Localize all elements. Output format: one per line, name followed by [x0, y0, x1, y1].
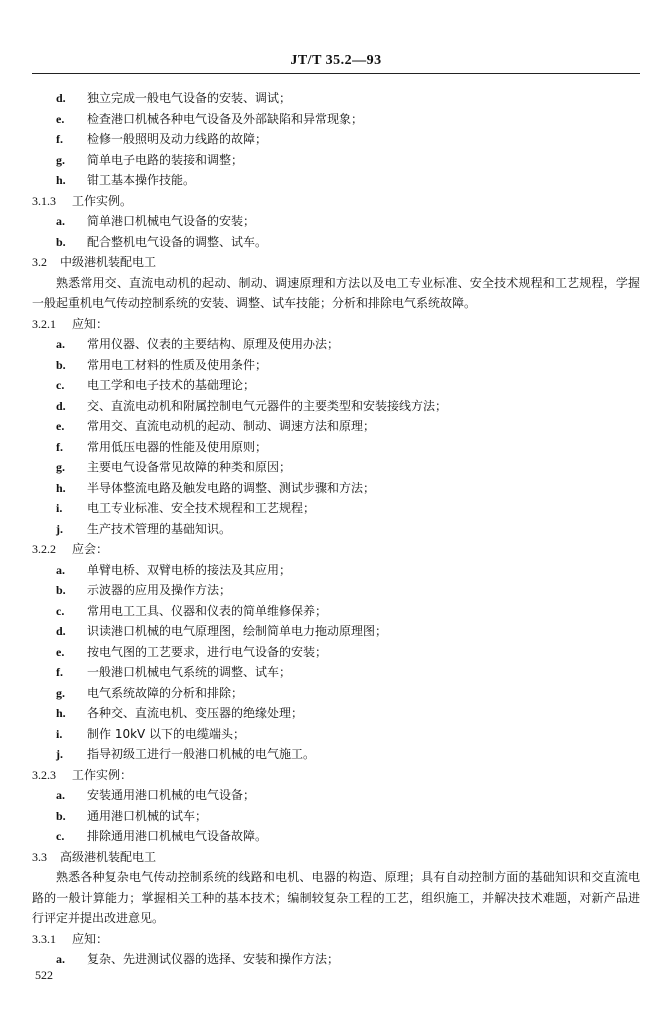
list-item: a. 单臂电桥、双臂电桥的接法及其应用； — [56, 562, 292, 577]
list-item: b. 示波器的应用及操作方法； — [56, 583, 232, 597]
list-item: e. 按电气图的工艺要求，进行电气设备的安装； — [56, 644, 328, 659]
list-item: b. 常用电工材料的性质及使用条件； — [56, 357, 268, 372]
list-item: i. 制作 10kV 以下的电缆端头； — [56, 726, 246, 741]
list-item: h. 半导体整流电路及触发电路的调整、测试步骤和方法； — [56, 480, 376, 495]
list-item: h. 各种交、直流电机、变压器的绝缘处理； — [56, 706, 304, 720]
list-item: d. 识读港口机械的电气原理图，绘制简单电力拖动原理图； — [56, 624, 388, 638]
list-item: g. 电气系统故障的分析和排除； — [56, 685, 244, 700]
list-item: b. 配合整机电气设备的调整、试车。 — [56, 234, 268, 249]
list-item: d. 独立完成一般电气设备的安装、调试； — [56, 91, 292, 105]
list-item: j. 指导初级工进行一般港口机械的电气施工。 — [56, 747, 316, 761]
list-item: j. 生产技术管理的基础知识。 — [56, 521, 232, 536]
section-3-3-paragraph: 熟悉各种复杂电气传动控制系统的线路和电机、电器的构造、原理；具有自动控制方面的基础知识和交直流电路的一般计算能力；掌握相关工种的基本技术；编制较复杂工程的工艺，组织施工，并解决技术难题，对新产品进行评定并提出改进意见。 — [32, 870, 640, 925]
list-item: g. 简单电子电路的装接和调整； — [56, 152, 244, 167]
section-heading-3-2-2: 3.2.2 应会： — [32, 542, 109, 556]
section-heading-3-2-3: 3.2.3 工作实例： — [32, 767, 133, 782]
list-item: e. 检查港口机械各种电气设备及外部缺陷和异常现象； — [56, 111, 364, 126]
list-item: h. 钳工基本操作技能。 — [56, 173, 196, 187]
section-heading-3-2-1: 3.2.1 应知： — [32, 316, 109, 331]
section-heading-3-3: 3.3 高级港机装配电工 — [32, 849, 157, 864]
list-item: f. 检修一般照明及动力线路的故障； — [56, 132, 268, 146]
section-heading-3-2: 3.2 中级港机装配电工 — [32, 255, 157, 269]
list-item: b. 通用港口机械的试车； — [56, 808, 208, 823]
list-item: g. 主要电气设备常见故障的种类和原因； — [56, 460, 292, 474]
list-item: f. 常用低压电器的性能及使用原则； — [56, 439, 268, 454]
header-rule — [32, 73, 640, 74]
list-item: f. 一般港口机械电气系统的调整、试车； — [56, 665, 292, 679]
section-heading-3-1-3: 3.1.3 工作实例。 — [32, 193, 133, 208]
document-code-header: JT/T 35.2—93 — [290, 53, 382, 68]
list-item: a. 安装通用港口机械的电气设备； — [56, 788, 256, 802]
list-item: a. 简单港口机械电气设备的安装； — [56, 214, 256, 228]
page-number: 522 — [35, 968, 53, 982]
list-item: i. 电工专业标准、安全技术规程和工艺规程； — [56, 501, 316, 515]
list-item: d. 交、直流电动机和附属控制电气元器件的主要类型和安装接线方法； — [56, 398, 448, 413]
list-item: e. 常用交、直流电动机的起动、制动、调速方法和原理； — [56, 419, 376, 433]
section-3-2-paragraph: 熟悉常用交、直流电动机的起动、制动、调速原理和方法以及电工专业标准、安全技术规程和工艺规程，学握一般起重机电气传动控制系统的安装、调整、试车技能；分析和排除电气系统故障。 — [32, 275, 640, 310]
list-item: c. 排除通用港口机械电气设备故障。 — [56, 829, 268, 843]
list-item: c. 电工学和电子技术的基础理论； — [56, 378, 256, 392]
list-item: c. 常用电工工具、仪器和仪表的简单维修保养； — [56, 603, 328, 618]
section-heading-3-3-1: 3.3.1 应知： — [32, 931, 109, 946]
skills-list-continued — [32, 88, 640, 191]
list-item: a. 复杂、先进测试仪器的选择、安装和操作方法； — [56, 952, 340, 966]
document-body — [32, 88, 640, 970]
list-item: a. 常用仪器、仪表的主要结构、原理及使用办法； — [56, 337, 340, 351]
